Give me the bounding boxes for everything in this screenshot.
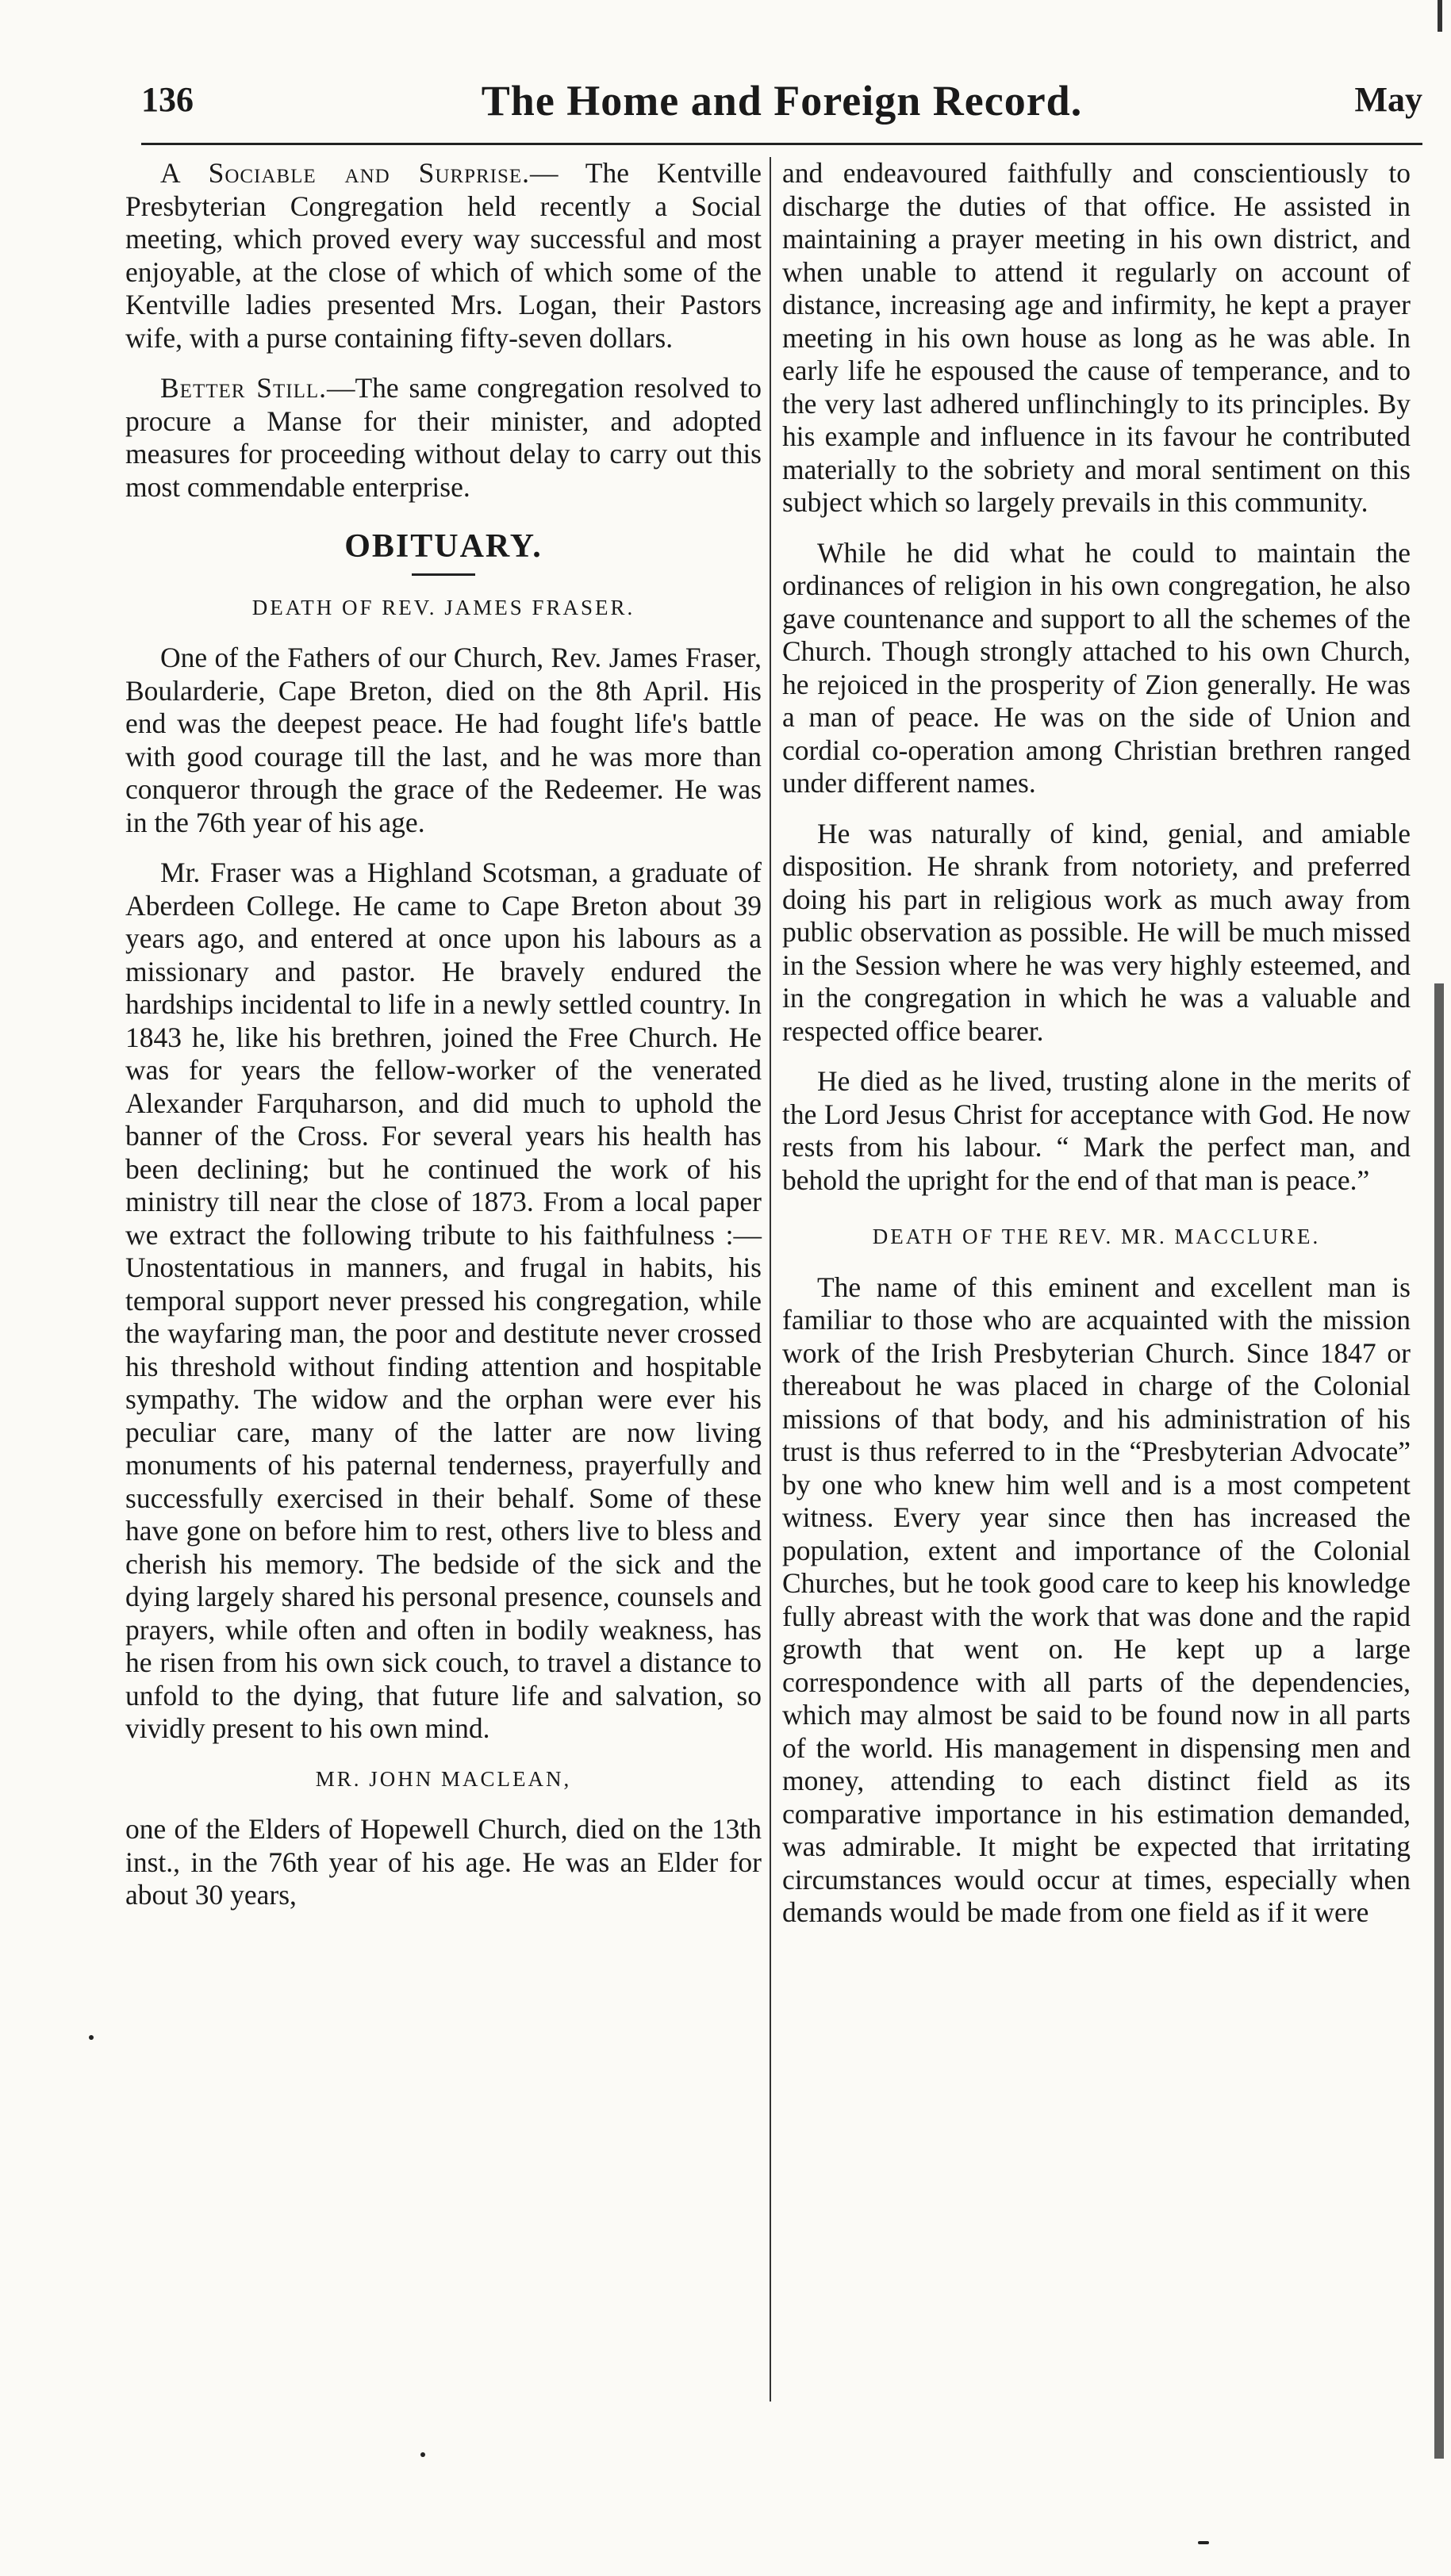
ink-speck xyxy=(1198,2541,1209,2544)
better-still-lead: Better Still. xyxy=(160,372,327,404)
ink-speck xyxy=(420,2452,425,2457)
paragraph-sociable xyxy=(125,157,762,355)
binding-shadow xyxy=(1434,983,1444,2459)
paragraph-maclean-4: He was naturally of kind, genial, and amiable disposition. He shrank from notoriety, and preferred doing his part in religious work as much away from public observation as possible. He will be much missed in the Session where he was very highly esteemed, and in the congregation in which he was a valuable and respected office bearer. xyxy=(782,817,1411,1047)
ink-speck xyxy=(89,2035,94,2040)
header-rule xyxy=(141,143,1422,145)
maclean-heading: MR. JOHN MACLEAN, xyxy=(315,1766,572,1791)
obituary-heading: OBITUARY. xyxy=(344,528,543,565)
sociable-body: — The Kentville Presbyterian Congregation held recently a Social meeting, which proved every way successful and most enjoyable, at the close of which of which some of the Kentville ladies presented Mrs. Logan, their Pastors wife, with a purse containing fifty-seven dollars. xyxy=(125,157,762,354)
paragraph-maclean-1: one of the Elders of Hopewell Church, died on the 13th inst., in the 76th year of his age. He was an Elder for about 30 years, xyxy=(125,1813,762,1911)
sociable-lead: A Sociable and Surprise. xyxy=(160,157,531,189)
right-column xyxy=(782,157,1411,1947)
paragraph-fraser-2: Mr. Fraser was a Highland Scotsman, a graduate of Aberdeen College. He came to Cape Breton about 39 years ago, and entered at once upon his labours as a missionary and pastor. He bravely endured the hardships incidental to life in a newly settled country. In 1843 he, like his brethren, joined the Free Church. He was for years the fellow-worker of the venerated Alexander Farquharson, and did much to uphold the banner of the Cross. For several years his health has been declining; but he continued the work of his ministry till near the close of 1873. From a local paper we extract the following tribute to his faithfulness :—Unostentatious in manners, and frugal in habits, his temporal support never pressed his congregation, while the wayfaring man, the poor and destitute never crossed his threshold without finding attention and hospitable sympathy. The widow and the orphan were ever his peculiar care, many of the latter are now living monuments of his paternal tenderness, prayerfully and successfully exercised in their behalf. Some of these have gone on before him to rest, others live to bless and cherish his memory. The bedside of the sick and the dying largely shared his personal presence, counsels and prayers, while often and often in bodily weakness, has he risen from his own sick couch, to travel a distance to unfold to the dying, that future life and salvation, so vividly present to his own mind. xyxy=(125,857,762,1744)
macclure-heading: DEATH OF THE REV. MR. MACCLURE. xyxy=(872,1225,1321,1248)
left-column xyxy=(125,157,762,1930)
scan-edge-mark xyxy=(1438,0,1442,32)
paragraph-maclean-3: While he did what he could to maintain the ordinances of religion in his own congregation, he also gave countenance and support to all the schemes of the Church. Though strongly attached to his own Church, he rejoiced in the prosperity of Zion generally. He was a man of peace. He was on the side of Union and cordial co-operation among Christian brethren ranged under different names. xyxy=(782,536,1411,799)
paragraph-fraser-1: One of the Fathers of our Church, Rev. James Fraser, Boularderie, Cape Breton, died on the 8th April. His end was the deepest peace. He had fought life's battle with good courage till the last, and he was more than conqueror through the grace of the Redeemer. He was in the 76th year of his age. xyxy=(125,642,762,838)
issue-month: May xyxy=(1354,80,1422,119)
paragraph-better-still xyxy=(125,372,762,504)
paragraph-maclean-2: and endeavoured faithfully and conscientiously to discharge the duties of that office. He assisted in maintaining a prayer meeting in his own district, and when unable to attend it regularly on account of distance, increasing age and infirmity, he kept a prayer meeting in his own house as long as he was able. In early life he espoused the cause of temperance, and to the very last adhered unflinchingly to its principles. By his example and influence in its favour he contributed materially to the sobriety and moral sentiment on this subject which so largely prevails in this community. xyxy=(782,157,1411,518)
obituary-rule xyxy=(412,573,475,576)
paragraph-maclean-5: He died as he lived, trusting alone in the merits of the Lord Jesus Christ for acceptance with God. He now rests from his labour. “ Mark the perfect man, and behold the upright for the end of that man is peace.” xyxy=(782,1065,1411,1196)
column-rule xyxy=(770,157,771,2402)
fraser-heading: DEATH OF REV. JAMES FRASER. xyxy=(251,595,635,619)
paragraph-macclure-1: The name of this eminent and excellent man is familiar to those who are acquainted with the mission work of the Irish Presbyterian Church. Since 1847 or thereabout he was placed in charge of the Colonial missions of that body, and his administration of his trust is thus referred to in the “Presbyterian Advocate” by one who knew him well and is a most competent witness. Every year since then has increased the population, extent and importance of the Colonial Churches, but he took good care to keep his knowledge fully abreast with the work that was done and the rapid growth that went on. He kept up a large correspondence with all parts of the dependencies, which may almost be said to be found now in all parts of the world. His management in dispensing men and money, attending to each distinct field as its comparative importance in his estimation demanded, was admirable. It might be expected that irritating circumstances would occur at times, especially when demands would be made from one field as if it were xyxy=(782,1271,1411,1928)
better-still-body: —The same congregation resolved to procure a Manse for their minister, and adopted measures for proceeding without delay to carry out this most commendable enterprise. xyxy=(125,372,762,503)
page-number: 136 xyxy=(141,80,194,119)
running-header xyxy=(141,79,1422,135)
journal-title: The Home and Foreign Record. xyxy=(481,77,1083,125)
